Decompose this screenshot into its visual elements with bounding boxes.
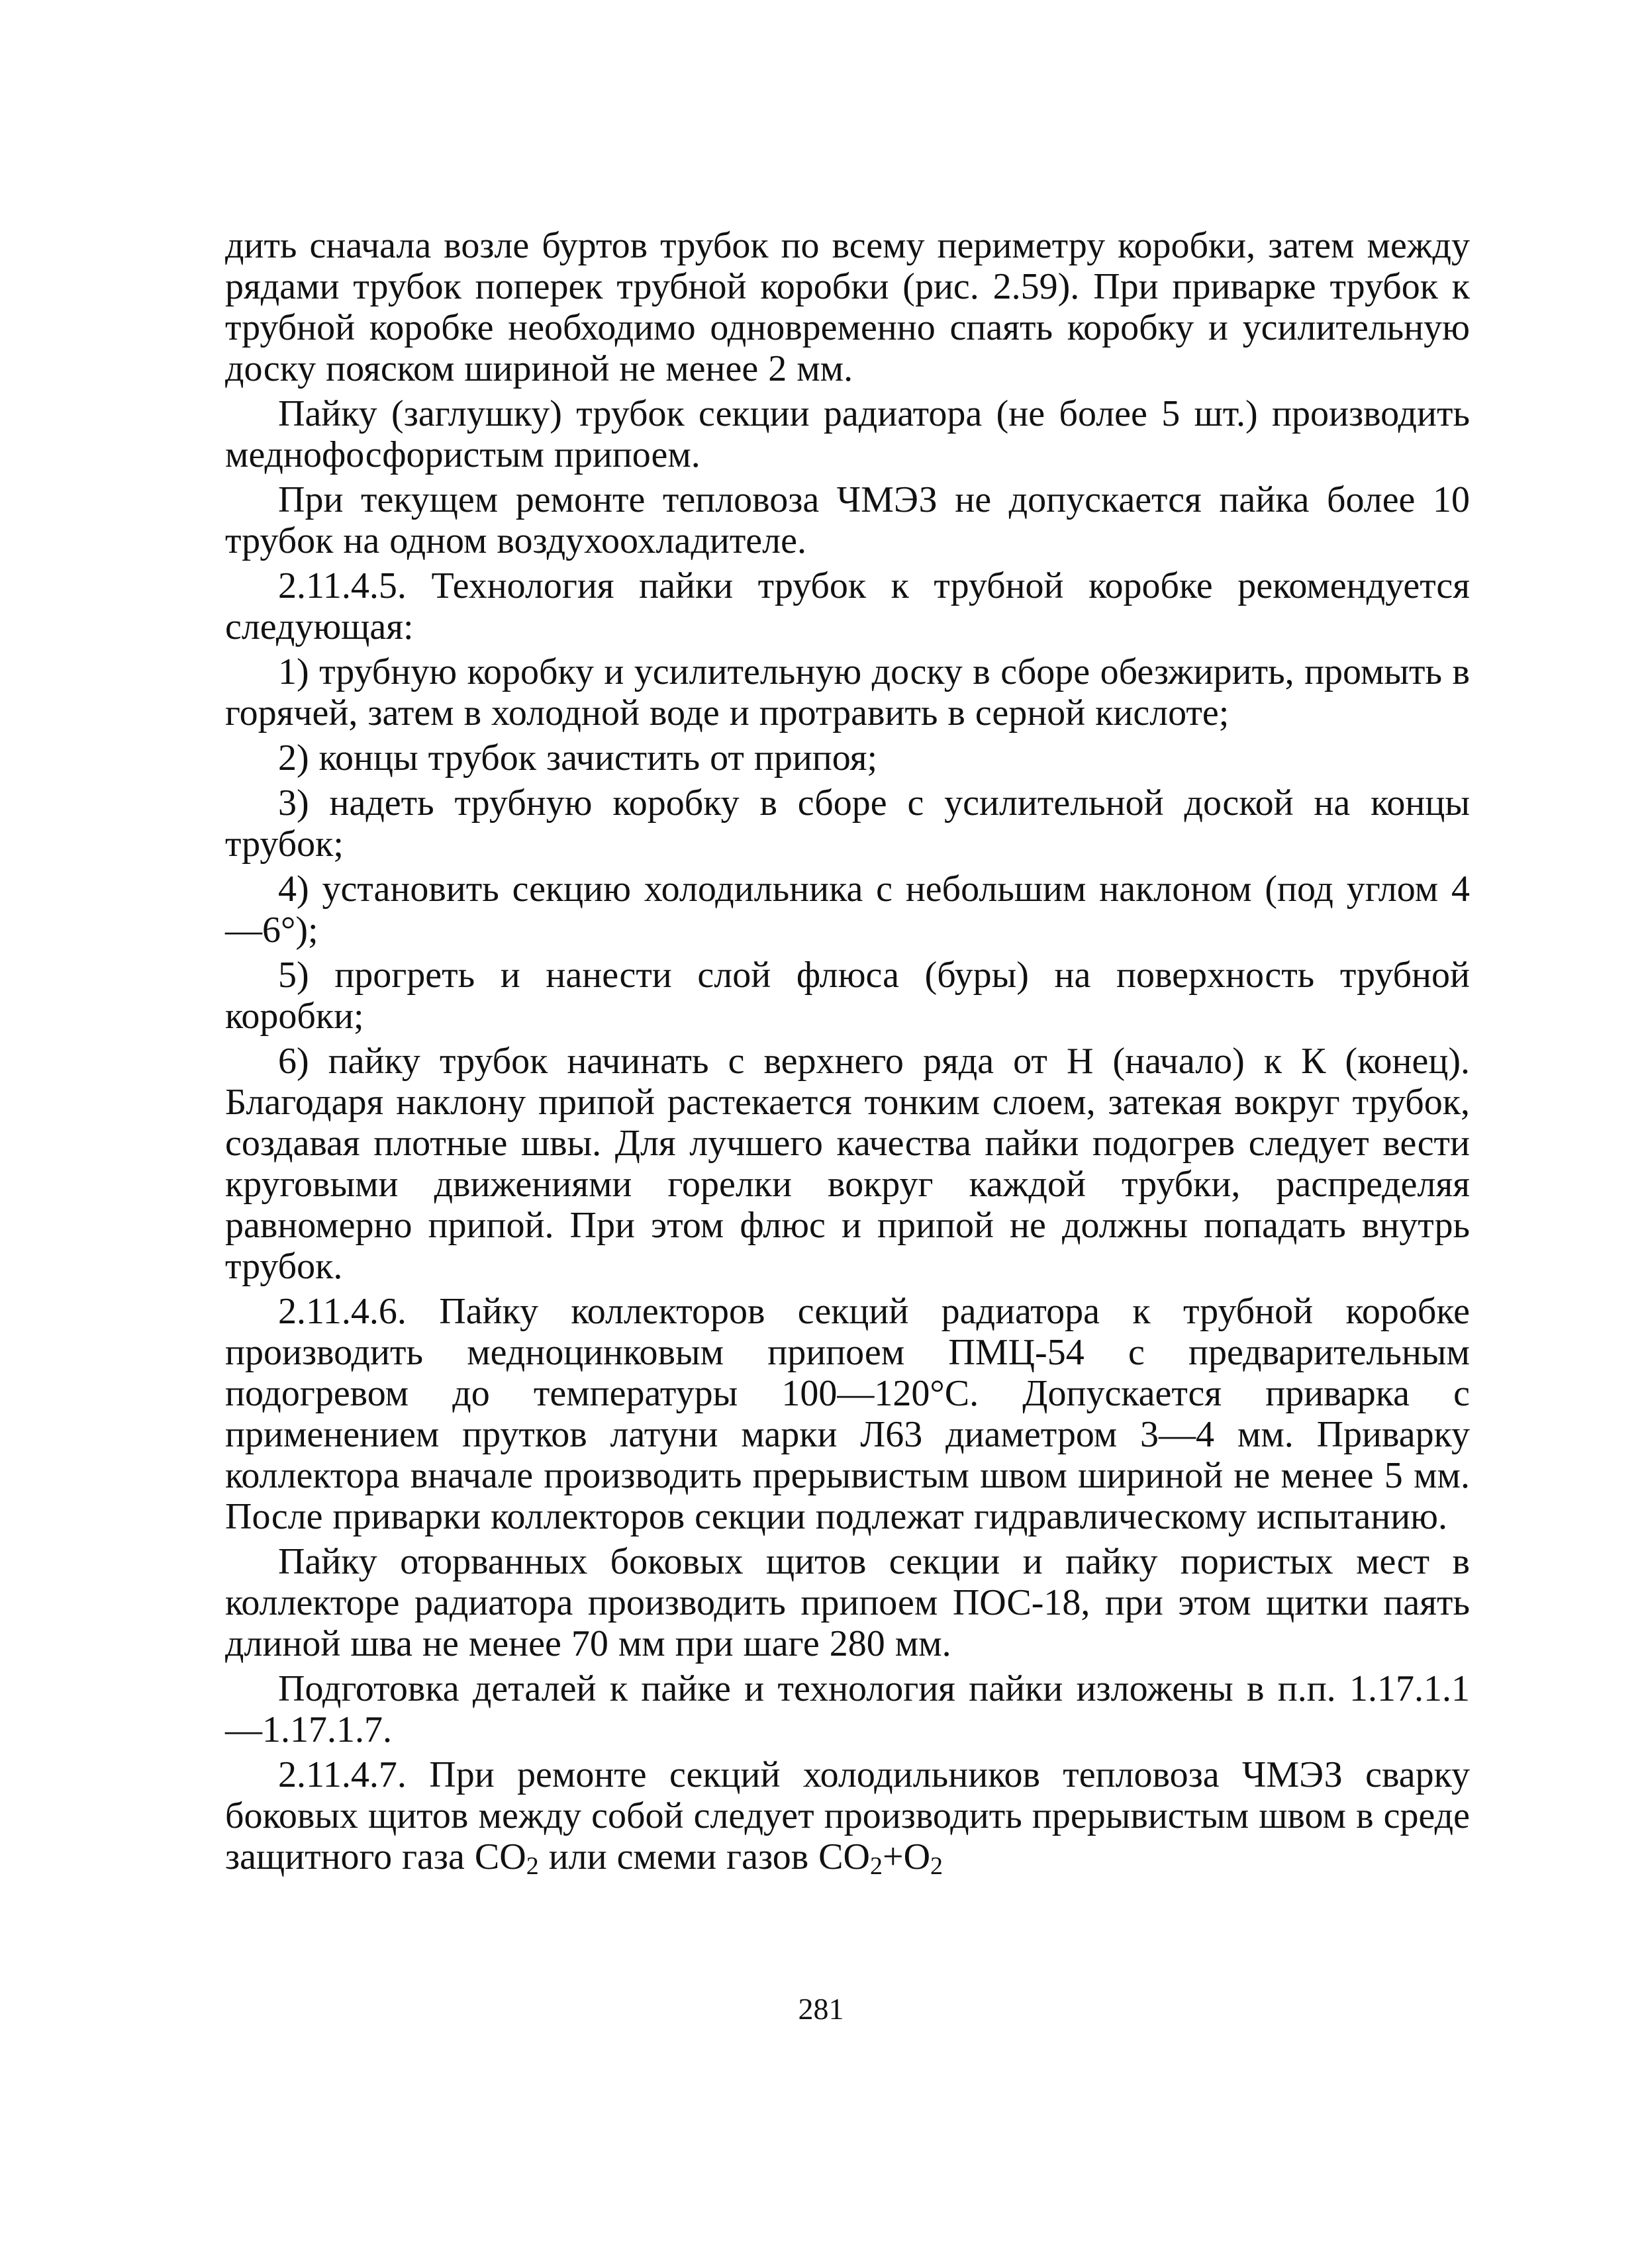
paragraph-2: Пайку (заглушку) трубок секции радиатора (не более 5 шт.) производить меднофосфористым припоем. bbox=[225, 393, 1470, 475]
list-item-6: 6) пайку трубок начинать с верхнего ряда от Н (начало) к К (конец). Благодаря наклону припой растекается тонким слоем, затекая вокруг трубок, создавая плотные швы. Для лучшего качества пайки подогрев следует вести круговыми движениями горелки вокруг каждой трубки, распределяя равномерно припой. При этом флюс и припой не должны попадать внутрь трубок. bbox=[225, 1041, 1470, 1287]
list-item-1: 1) трубную коробку и усилительную доску в сборе обезжирить, промыть в горячей, затем в холодной воде и протравить в серной кислоте; bbox=[225, 651, 1470, 733]
paragraph-2-11-4-7-mid: или смеми газов CO bbox=[538, 1836, 870, 1877]
document-page bbox=[225, 225, 1470, 1880]
paragraph-preparation: Подготовка деталей к пайке и технология пайки изложены в п.п. 1.17.1.1—1.17.1.7. bbox=[225, 1668, 1470, 1750]
paragraph-2-11-4-7-text: 2.11.4.7. При ремонте секций холодильников тепловоза ЧМЭЗ сварку боковых щитов между собой следует производить прерывистым швом в среде защитного газа CO bbox=[225, 1754, 1470, 1877]
subscript-2: 2 bbox=[526, 1852, 539, 1880]
paragraph-1: дить сначала возле буртов трубок по всему периметру коробки, затем между рядами трубок поперек трубной коробки (рис. 2.59). При приварке трубок к трубной коробке необходимо одновременно спаять коробку и усилительную доску пояском шириной не менее 2 мм. bbox=[225, 225, 1470, 389]
list-item-5: 5) прогреть и нанести слой флюса (буры) на поверхность трубной коробки; bbox=[225, 955, 1470, 1037]
paragraph-2-11-4-7 bbox=[225, 1754, 1470, 1880]
subscript-2: 2 bbox=[930, 1852, 943, 1880]
subscript-2: 2 bbox=[869, 1852, 883, 1880]
list-item-3: 3) надеть трубную коробку в сборе с усилительной доской на концы трубок; bbox=[225, 782, 1470, 865]
paragraph-4: 2.11.4.5. Технология пайки трубок к трубной коробке рекомендуется следующая: bbox=[225, 565, 1470, 647]
paragraph-2-11-4-7-plus: +O bbox=[882, 1836, 931, 1877]
paragraph-2-11-4-6: 2.11.4.6. Пайку коллекторов секций радиатора к трубной коробке производить медноцинковым припоем ПМЦ-54 с предварительным подогревом до температуры 100—120°С. Допускается приварка с применением прутков латуни марки Л63 диаметром 3—4 мм. Приварку коллектора вначале производить прерывистым швом шириной не менее 5 мм. После приварки коллекторов секции подлежат гидравлическому испытанию. bbox=[225, 1291, 1470, 1537]
list-item-2: 2) концы трубок зачистить от припоя; bbox=[278, 737, 878, 779]
list-item-4: 4) установить секцию холодильника с небольшим наклоном (под углом 4—6°); bbox=[225, 869, 1470, 951]
paragraph-3: При текущем ремонте тепловоза ЧМЭЗ не допускается пайка более 10 трубок на одном воздухоохладителе. bbox=[225, 479, 1470, 561]
paragraph-shields: Пайку оторванных боковых щитов секции и пайку пористых мест в коллекторе радиатора производить припоем ПОС-18, при этом щитки паять длиной шва не менее 70 мм при шаге 280 мм. bbox=[225, 1541, 1470, 1664]
page-number: 281 bbox=[798, 1992, 844, 2026]
